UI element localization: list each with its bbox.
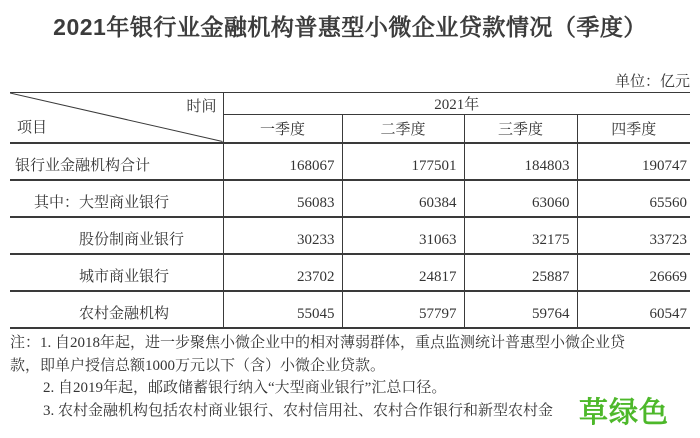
cell-value: 33723 — [577, 217, 690, 254]
cell-value: 23702 — [223, 254, 342, 291]
footnote-line-3: 2. 自2019年起，邮政储蓄银行纳入“大型商业银行”汇总口径。 — [43, 380, 447, 397]
table-row-large-banks — [10, 180, 690, 217]
cell-value: 184803 — [464, 143, 577, 180]
cell-value: 60547 — [577, 291, 690, 328]
corner-label-item: 项目 — [17, 119, 48, 136]
quarter-header-q3: 三季度 — [464, 115, 577, 143]
quarter-header-q4: 四季度 — [577, 115, 690, 143]
quarter-header-q1: 一季度 — [223, 115, 342, 143]
cell-value: 56083 — [223, 180, 342, 217]
loan-data-table — [10, 92, 690, 329]
footnote-line-4: 3. 农村金融机构包括农村商业银行、农村信用社、农村合作银行和新型农村金 — [43, 403, 554, 420]
cell-value: 57797 — [342, 291, 464, 328]
quarter-header-q2: 二季度 — [342, 115, 464, 143]
footnote-line-1: 注：1. 自2018年起，进一步聚焦小微企业中的相对薄弱群体，重点监测统计普惠型小微企业贷 — [10, 335, 626, 351]
table-row-joint-stock-banks — [10, 217, 690, 254]
cell-value: 30233 — [223, 217, 342, 254]
cell-value: 65560 — [577, 180, 690, 217]
footnote-line-2: 款，即单户授信总额1000万元以下（含）小微企业贷款。 — [10, 357, 386, 374]
row-label: 股份制商业银行 — [10, 217, 223, 254]
page-title: 2021年银行业金融机构普惠型小微企业贷款情况（季度） — [53, 14, 647, 40]
unit-label: 单位：亿元 — [614, 74, 690, 90]
row-label: 农村金融机构 — [10, 291, 223, 328]
cell-value: 55045 — [223, 291, 342, 328]
cell-value: 60384 — [342, 180, 464, 217]
cell-value: 63060 — [464, 180, 577, 217]
green-watermark-text: 草绿色 — [579, 397, 670, 429]
cell-value: 59764 — [464, 291, 577, 328]
row-label: 城市商业银行 — [10, 254, 223, 291]
table-row-rural-institutions — [10, 291, 690, 328]
year-header-cell: 2021年 — [223, 93, 690, 115]
row-label: 银行业金融机构合计 — [10, 143, 223, 180]
cell-value: 190747 — [577, 143, 690, 180]
cell-value: 26669 — [577, 254, 690, 291]
cell-value: 177501 — [342, 143, 464, 180]
cell-value: 25887 — [464, 254, 577, 291]
cell-value: 32175 — [464, 217, 577, 254]
table-row-total — [10, 143, 690, 180]
cell-value: 31063 — [342, 217, 464, 254]
cell-value: 168067 — [223, 143, 342, 180]
header-row-year — [10, 93, 690, 115]
table-row-city-banks — [10, 254, 690, 291]
cell-value: 24817 — [342, 254, 464, 291]
corner-label-time: 时间 — [186, 99, 217, 115]
row-label: 其中：大型商业银行 — [10, 180, 223, 217]
corner-header-cell — [10, 93, 223, 143]
